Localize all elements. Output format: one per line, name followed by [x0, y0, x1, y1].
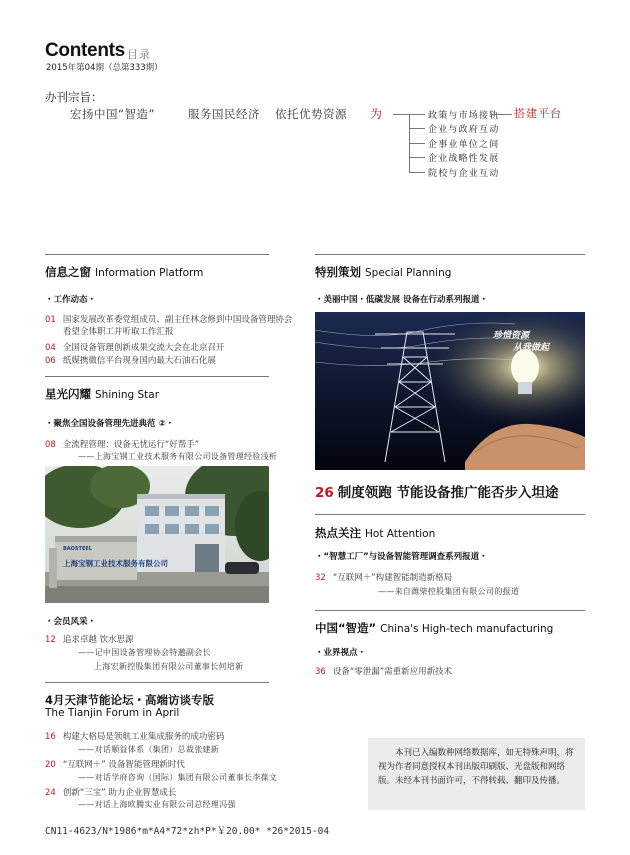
section-title-cn: 热点关注	[315, 526, 361, 540]
featured-toc-item[interactable]	[315, 481, 559, 501]
toc-item-text: 国家发展改革委党组成员、副主任林念修到中国设备管理协会	[62, 315, 293, 325]
toc-item-text: “互联网＋”构建智能制造新格局	[332, 573, 453, 583]
section-title-info	[45, 264, 203, 280]
section-title-star	[45, 386, 159, 402]
page-number: 12	[45, 635, 56, 645]
page-number: 26	[315, 485, 334, 501]
power-tower-illustration	[315, 312, 585, 470]
mission-part-2: 服务国民经济	[188, 107, 260, 121]
section-title-hot	[315, 525, 435, 541]
toc-item[interactable]	[315, 571, 452, 583]
toc-item-text: “互联网＋” 设备智能管理新时代	[62, 760, 185, 770]
mission-goal: 院校与企业互动	[428, 169, 500, 179]
toc-author: ——上海宝钢工业技术服务有限公司设备管理经验浅析	[78, 452, 278, 461]
toc-item-text: 全国设备管理创新成果交流大会在北京召开	[62, 343, 225, 353]
contents-title: Contents	[45, 40, 125, 61]
toc-item[interactable]	[45, 313, 292, 325]
mission-part-3: 依托优势资源	[275, 107, 347, 121]
mission-platform: 搭建平台	[514, 107, 562, 120]
toc-item-text: 制度领跑 节能设备推广能否步入坦途	[337, 485, 559, 501]
section-sub-special: ・美丽中国・低碳发展 设备在行动系列报道・	[315, 295, 488, 305]
platform-connector	[490, 114, 512, 115]
toc-item-text: 纸媒携微信平台现身国内最大石油石化展	[62, 356, 216, 366]
section-title-en: Shining Star	[95, 389, 160, 401]
mission-goal: 企业与政府互动	[428, 125, 500, 135]
sign-company-name: 上海宝钢工业技术服务有限公司	[63, 559, 168, 568]
section-divider	[315, 254, 585, 255]
section-title-en: Hot Attention	[365, 528, 436, 540]
mission-for: 为	[370, 107, 383, 121]
factory-illustration	[45, 466, 269, 603]
toc-author: ——记中国设备管理协会特邀副会长	[78, 648, 211, 657]
toc-item[interactable]	[45, 786, 176, 798]
toc-item[interactable]	[315, 665, 452, 677]
section-title-forum-en: The Tianjin Forum in April	[45, 707, 180, 719]
bracket-branch	[409, 143, 425, 144]
section-sub-work: ・工作动态・	[45, 295, 97, 305]
toc-item[interactable]	[45, 438, 199, 450]
issue-number: 2015年第04期（总第333期）	[46, 63, 163, 73]
bracket-branch	[409, 128, 425, 129]
toc-item[interactable]	[45, 354, 216, 366]
toc-item-text: 创新“三宝” 助力企业智慧成长	[62, 788, 177, 798]
toc-author: ——对话学府咨询（国际）集团有限公司董事长李葆文	[78, 773, 278, 782]
mission-label: 办刊宗旨：	[45, 90, 103, 104]
section-title-china	[315, 620, 553, 636]
photo-slogan-2: 从我做起	[513, 343, 550, 353]
bracket-line	[393, 114, 409, 115]
contents-title-cn: 目录	[127, 48, 151, 61]
factory-photo	[45, 466, 269, 603]
section-sub-member: ・会员风采・	[45, 617, 97, 627]
section-sub-star: ・聚焦全国设备管理先进典范 ②・	[45, 419, 175, 429]
section-title-cn: 特别策划	[315, 265, 361, 279]
page-number: 20	[45, 760, 56, 770]
section-title-en: China's High-tech manufacturing	[380, 623, 554, 635]
section-title-cn: 信息之窗	[45, 265, 91, 279]
toc-item-text: 构建大格局是领航工业集成服务的成功密码	[62, 732, 225, 742]
toc-author: 上海宏新控股集团有限公司董事长何培新	[94, 662, 244, 671]
toc-item-text: 追求卓越 饮水思源	[62, 635, 134, 645]
section-divider	[315, 514, 585, 515]
page-number: 32	[315, 573, 326, 583]
section-divider	[45, 682, 269, 683]
section-title-forum: 4月天津节能论坛・高端访谈专版	[45, 693, 214, 707]
page-number: 24	[45, 788, 56, 798]
sign-brand: BAOSTEEL	[63, 546, 92, 552]
toc-item[interactable]	[45, 730, 224, 742]
toc-item[interactable]	[45, 633, 134, 645]
toc-author: ——来自潍柴控股集团有限公司的报道	[378, 587, 520, 596]
section-sub-hot: ・“智慧工厂”与设备智能管理调查系列报道・	[315, 552, 488, 562]
bracket-branch	[409, 157, 425, 158]
section-title-cn: 中国“智造”	[315, 621, 377, 635]
section-divider	[45, 254, 269, 255]
toc-item-text: 设备“零泄漏”需重新应用新技术	[332, 667, 453, 677]
bracket-branch	[409, 114, 425, 115]
toc-item[interactable]	[45, 341, 224, 353]
toc-author: ——对话顺益体系（集团）总裁张建新	[78, 745, 220, 754]
page-number: 36	[315, 667, 326, 677]
toc-item-text-cont: 看望全体职工并听取工作汇报	[63, 327, 174, 337]
mission-goal: 政策与市场接轨	[428, 111, 500, 121]
page-number: 16	[45, 732, 56, 742]
section-divider	[315, 610, 585, 611]
mission-goal: 企业战略性发展	[428, 154, 500, 164]
mission-part-1: 宏扬中国“智造”	[70, 107, 155, 121]
page-number: 06	[45, 356, 56, 366]
section-sub-china: ・业界视点・	[315, 648, 367, 658]
toc-item[interactable]	[45, 758, 185, 770]
toc-item-text: 全流程管理：设备无忧运行“好帮手”	[62, 440, 200, 450]
photo-slogan-1: 珍惜资源	[493, 331, 530, 341]
page-number: 04	[45, 343, 56, 353]
section-title-cn: 星光闪耀	[45, 387, 91, 401]
page-number: 08	[45, 440, 56, 450]
section-title-special	[315, 264, 451, 280]
page-number: 01	[45, 315, 56, 325]
section-title-en: Information Platform	[95, 267, 204, 279]
energy-photo	[315, 312, 585, 470]
mission-goal: 企事业单位之间	[428, 140, 500, 150]
publication-code: CN11-4623/N*1986*m*A4*72*zh*P*￥20.00* *26*2015-04	[45, 826, 330, 837]
toc-author: ——对话上海欧腾实业有限公司总经理冯强	[78, 800, 236, 809]
bracket-branch	[409, 172, 425, 173]
section-divider	[45, 376, 269, 377]
copyright-notice: 本刊已入编数种网络数据库，如无特殊声明，将视为作者同意授权本刊出版印刷版、光盘版和网络版。未经本刊书面许可，不得转载、翻印及传播。	[368, 738, 585, 810]
section-title-en: Special Planning	[365, 267, 452, 279]
